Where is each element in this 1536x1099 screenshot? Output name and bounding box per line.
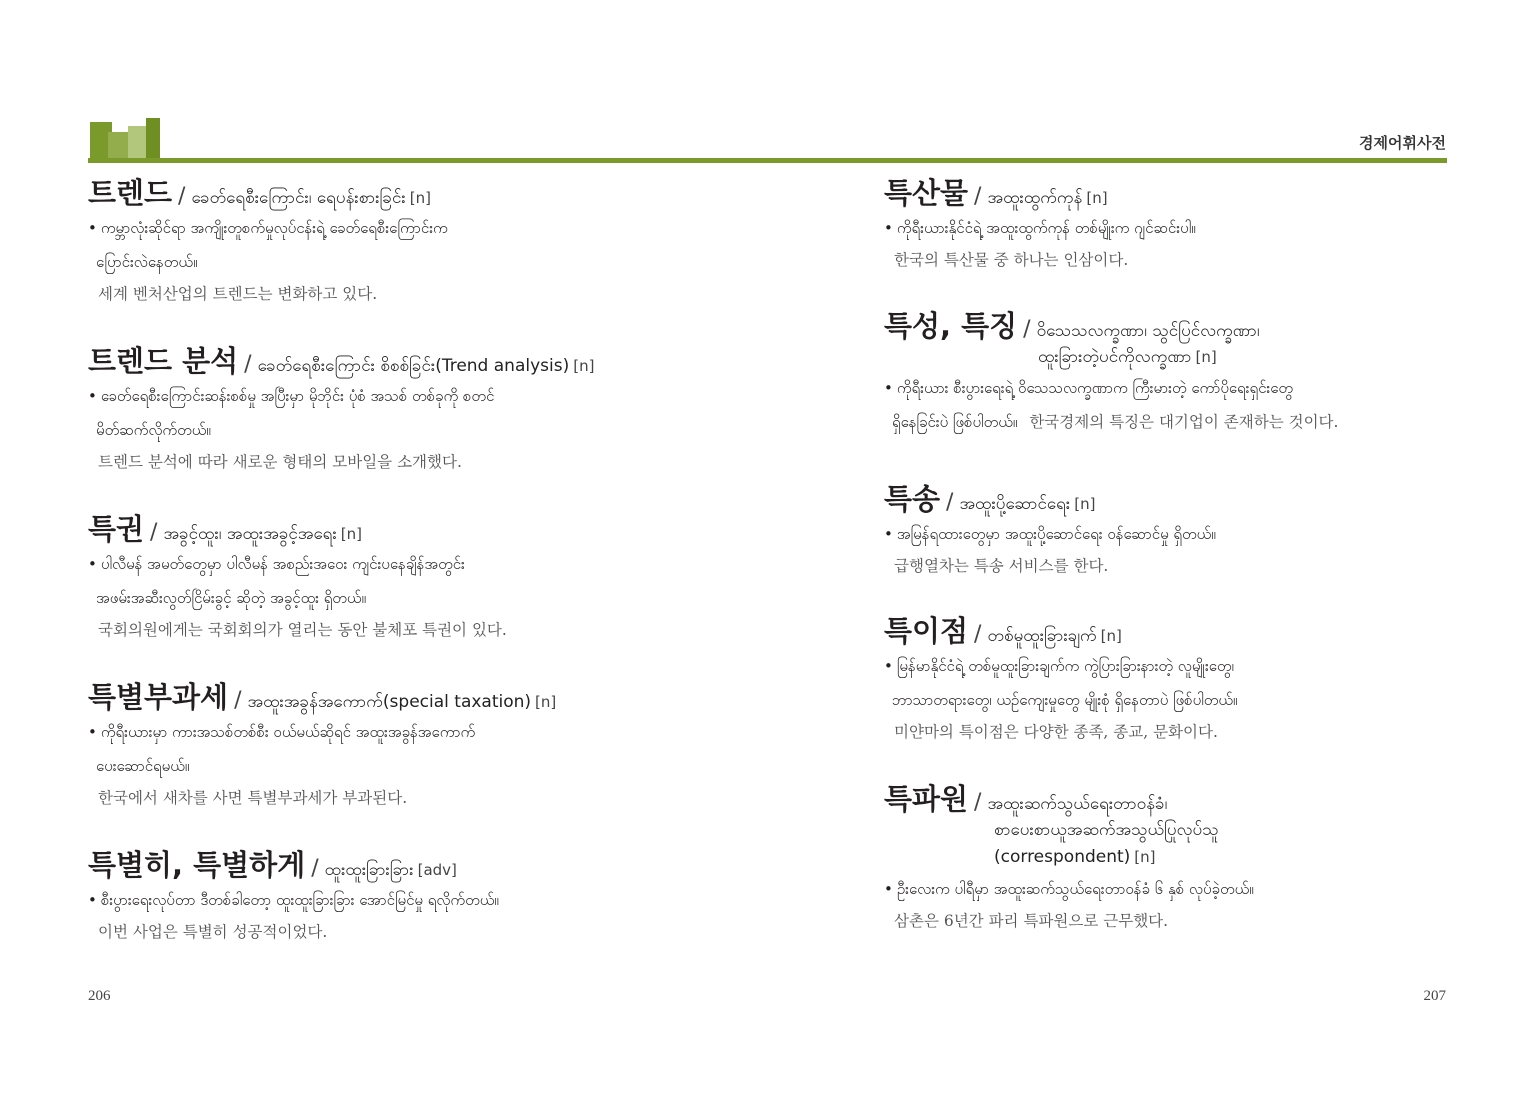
entry-term: 특성, 특징: [884, 309, 1018, 343]
entry-term: 특별히, 특별하게: [88, 848, 306, 882]
example-korean: 한국경제의 특징은 대기업이 존재하는 것이다.: [1029, 413, 1339, 432]
example-korean: 국회의원에게는 국회회의가 열리는 동안 불체포 특권이 있다.: [98, 621, 507, 640]
running-header-title: 경제어휘사전: [1359, 134, 1446, 152]
entry-gloss-continued: ထူးခြားတဲ့ပင်ကိုလက္ခဏာ: [1038, 347, 1192, 368]
entry-term: 특별부과세: [88, 680, 229, 714]
entry-term: 트렌드: [88, 176, 173, 210]
entry-gloss: ထူးထူးခြားခြား: [324, 860, 414, 880]
entry-term: 특산물: [884, 176, 969, 210]
dictionary-entry: 특산물 / အထူးထွက်ကုန် [n] • ကိုရီးယားနိုင်ငံရဲ့ အထူးထွက်ကုန် တစ်မျိုးက ဂျင်ဆင်းပါ။ 한국의 특산물 중 하나는 인삼이다.: [884, 175, 1464, 275]
page-number-right: 207: [1423, 988, 1446, 1004]
page-number-left: 206: [88, 988, 111, 1004]
dictionary-entry: 트렌드 분석 / ခေတ်ရေစီးကြောင်း စိစစ်ခြင်း(Trend analysis) [n] • ခေတ်ရေစီးကြောင်းဆန်းစစ်မှု အပြီးမှာ မိုဘိုင်း ပုံစံ အသစ် တစ်ခုကို စတင် မိတ်ဆက်လိုက်တယ်။ 트렌드 분석에 따라 새로운 형태의 모바일을 소개했다.: [88, 343, 788, 477]
example-korean: 세계 벤처산업의 트렌드는 변화하고 있다.: [98, 285, 378, 304]
dictionary-entry: 트렌드 / ခေတ်ရေစီးကြောင်း၊ ရေပန်းစားခြင်း [n] • ကမ္ဘာလုံးဆိုင်ရာ အကျိုးတူစက်မှုလုပ်ငန်းရဲ့ ခေတ်ရေစီးကြောင်းက ပြောင်းလဲနေတယ်။ 세계 벤처산업의 트렌드는 변화하고 있다.: [88, 175, 788, 309]
example-korean: 트렌드 분석에 따라 새로운 형태의 모바일을 소개했다.: [98, 453, 462, 472]
example-myanmar-continued: မိတ်ဆက်လိုက်တယ်။: [96, 421, 211, 440]
example-myanmar-continued: ပြောင်းလဲနေတယ်။: [96, 253, 198, 272]
entry-gloss: အထူးထွက်ကုန်: [987, 188, 1083, 208]
part-of-speech: [n]: [573, 357, 595, 375]
example-korean: 이번 사업은 특별히 성공적이었다.: [98, 923, 328, 942]
header-rule: [88, 158, 1447, 163]
entry-gloss: အထူးဆက်သွယ်ရေးတာဝန်ခံ၊: [987, 794, 1168, 814]
entry-gloss: ဝိသေသလက္ခဏာ၊ သွင်ပြင်လက္ခဏာ၊: [1036, 321, 1260, 341]
dictionary-entry: 특별부과세 / အထူးအခွန်အကောက်(special taxation) [n] • ကိုရီးယားမှာ ကားအသစ်တစ်စီး ဝယ်မယ်ဆိုရင် အထူးအခွန်အကောက် ပေးဆောင်ရမယ်။ 한국에서 새차를 사면 특별부과세가 부과된다.: [88, 679, 788, 813]
example-myanmar: • အမြန်ရထားတွေမှာ အထူးပို့ဆောင်ရေး ဝန်ဆောင်မှု ရှိတယ်။: [884, 525, 1216, 544]
example-myanmar: • ကမ္ဘာလုံးဆိုင်ရာ အကျိုးတူစက်မှုလုပ်ငန်းရဲ့ ခေတ်ရေစီးကြောင်းက: [88, 219, 448, 238]
entry-term: 트렌드 분석: [88, 344, 239, 378]
part-of-speech: [n]: [1134, 848, 1156, 867]
entry-gloss: တစ်မူထူးခြားချက်: [987, 626, 1097, 646]
entry-term: 특송: [884, 482, 941, 516]
entry-gloss: အထူးပို့ဆောင်ရေး: [959, 494, 1071, 514]
entry-gloss: အထူးအခွန်အကောက်(special taxation): [247, 692, 532, 712]
entry-gloss: ခေတ်ရေစီးကြောင်း၊ ရေပန်းစားခြင်း: [191, 188, 406, 208]
example-korean: 급행열차는 특송 서비스를 한다.: [894, 557, 1109, 576]
example-myanmar-continued: အဖမ်းအဆီးလွတ်ငြိမ်းခွင့် ဆိုတဲ့ အခွင့်ထူး ရှိတယ်။: [96, 589, 367, 608]
example-myanmar: • ကိုရီးယား စီးပွားရေးရဲ့ ဝိသေသလက္ခဏာက ကြီးမားတဲ့ ကော်ပိုရေးရှင်းတွေ: [884, 379, 1293, 398]
entry-gloss-continued: စာပေးစာယူအဆက်အသွယ်ပြုလုပ်သူ: [994, 820, 1219, 841]
example-myanmar: • ပါလီမန် အမတ်တွေမှာ ပါလီမန် အစည်းအဝေး ကျင်းပနေချိန်အတွင်း: [88, 555, 465, 574]
dictionary-entry: 특권 / အခွင့်ထူး၊ အထူးအခွင့်အရေး [n] • ပါလီမန် အမတ်တွေမှာ ပါလီမန် အစည်းအဝေး ကျင်းပနေချိန်အတွင်း အဖမ်းအဆီးလွတ်ငြိမ်းခွင့် ဆိုတဲ့ အခွင့်ထူး ရှိတယ်။ 국회의원에게는 국회회의가 열리는 동안 불체포 특권이 있다.: [88, 511, 788, 645]
example-myanmar-continued: ဘာသာတရားတွေ၊ ယဉ်ကျေးမှုတွေ မျိုးစုံ ရှိနေတာပဲ ဖြစ်ပါတယ်။: [892, 691, 1238, 710]
header-decoration: [90, 118, 160, 160]
part-of-speech: [n]: [1195, 348, 1217, 367]
entry-gloss: ခေတ်ရေစီးကြောင်း စိစစ်ခြင်း(Trend analysis): [257, 356, 570, 376]
part-of-speech: [n]: [1086, 189, 1108, 207]
part-of-speech: [n]: [535, 693, 557, 711]
example-myanmar: • မြန်မာနိုင်ငံရဲ့ တစ်မူထူးခြားချက်က ကွဲပြားခြားနားတဲ့ လူမျိုးတွေ၊: [884, 657, 1234, 676]
example-myanmar: • ကိုရီးယားနိုင်ငံရဲ့ အထူးထွက်ကုန် တစ်မျိုးက ဂျင်ဆင်းပါ။: [884, 219, 1196, 238]
example-korean: 한국에서 새차를 사면 특별부과세가 부과된다.: [98, 789, 408, 808]
example-myanmar: • ဦးလေးက ပါရီမှာ အထူးဆက်သွယ်ရေးတာဝန်ခံ ၆ နှစ် လုပ်ခဲ့တယ်။: [884, 879, 1254, 898]
example-korean: 미얀마의 특이점은 다양한 종족, 종교, 문화이다.: [894, 723, 1218, 742]
part-of-speech: [n]: [340, 525, 362, 543]
entry-term: 특파원: [884, 782, 969, 816]
dictionary-entry: 특별히, 특별하게 / ထူးထူးခြားခြား [adv] • စီးပွားရေးလုပ်တာ ဒီတစ်ခါတော့ ထူးထူးခြားခြား အောင်မြင်မှု ရလိုက်တယ်။ 이번 사업은 특별히 성공적이었다.: [88, 847, 788, 947]
example-myanmar-continued: ပေးဆောင်ရမယ်။: [96, 757, 190, 776]
example-korean: 삼촌은 6년간 파리 특파원으로 근무했다.: [894, 911, 1169, 930]
dictionary-entry: 특성, 특징 / ဝိသေသလက္ခဏာ၊ သွင်ပြင်လက္ခဏာ၊ ထူးခြားတဲ့ပင်ကိုလက္ခဏာ [n] • ကိုရီးယား စီးပွားရေးရဲ့ ဝိသေသလက္ခဏာက ကြီးမားတဲ့ ကော်ပိုရေးရှင်းတွေ ရှိနေခြင်းပဲ ဖြစ်ပါတယ်။ 한국경제의 특징은 대기업이 존재하는 것이다.: [884, 308, 1464, 439]
part-of-speech: [n]: [409, 189, 431, 207]
example-myanmar: • စီးပွားရေးလုပ်တာ ဒီတစ်ခါတော့ ထူးထူးခြားခြား အောင်မြင်မှု ရလိုက်တယ်။: [88, 891, 499, 910]
example-korean: 한국의 특산물 중 하나는 인삼이다.: [894, 251, 1129, 270]
example-myanmar: • ခေတ်ရေစီးကြောင်းဆန်းစစ်မှု အပြီးမှာ မိုဘိုင်း ပုံစံ အသစ် တစ်ခုကို စတင်: [88, 387, 495, 406]
dictionary-entry: 특이점 / တစ်မူထူးခြားချက် [n] • မြန်မာနိုင်ငံရဲ့ တစ်မူထူးခြားချက်က ကွဲပြားခြားနားတဲ့ လူမျိုးတွေ၊ ဘာသာတရားတွေ၊ ယဉ်ကျေးမှုတွေ မျိုးစုံ ရှိနေတာပဲ ဖြစ်ပါတယ်။ 미얀마의 특이점은 다양한 종족, 종교, 문화이다.: [884, 613, 1464, 747]
part-of-speech: [n]: [1100, 627, 1122, 645]
dictionary-entry: 특송 / အထူးပို့ဆောင်ရေး [n] • အမြန်ရထားတွေမှာ အထူးပို့ဆောင်ရေး ဝန်ဆောင်မှု ရှိတယ်။ 급행열차는 특송 서비스를 한다.: [884, 481, 1464, 581]
entry-term: 특권: [88, 512, 145, 546]
part-of-speech: [n]: [1074, 495, 1096, 513]
entry-gloss-english: (correspondent): [994, 847, 1131, 868]
part-of-speech: [adv]: [417, 861, 457, 879]
example-myanmar: • ကိုရီးယားမှာ ကားအသစ်တစ်စီး ဝယ်မယ်ဆိုရင် အထူးအခွန်အကောက်: [88, 723, 476, 742]
entry-gloss: အခွင့်ထူး၊ အထူးအခွင့်အရေး: [163, 524, 337, 544]
entry-term: 특이점: [884, 614, 969, 648]
example-myanmar-continued: ရှိနေခြင်းပဲ ဖြစ်ပါတယ်။ 한국경제의 특징은 대기업이 존재하는 것이다.: [892, 413, 1339, 432]
dictionary-entry: 특파원 / အထူးဆက်သွယ်ရေးတာဝန်ခံ၊ စာပေးစာယူအဆက်အသွယ်ပြုလုပ်သူ (correspondent) [n] • ဦးလေးက ပါရီမှာ အထူးဆက်သွယ်ရေးတာဝန်ခံ ၆ နှစ် လုပ်ခဲ့တယ်။ 삼촌은 6년간 파리 특파원으로 근무했다.: [884, 781, 1464, 936]
